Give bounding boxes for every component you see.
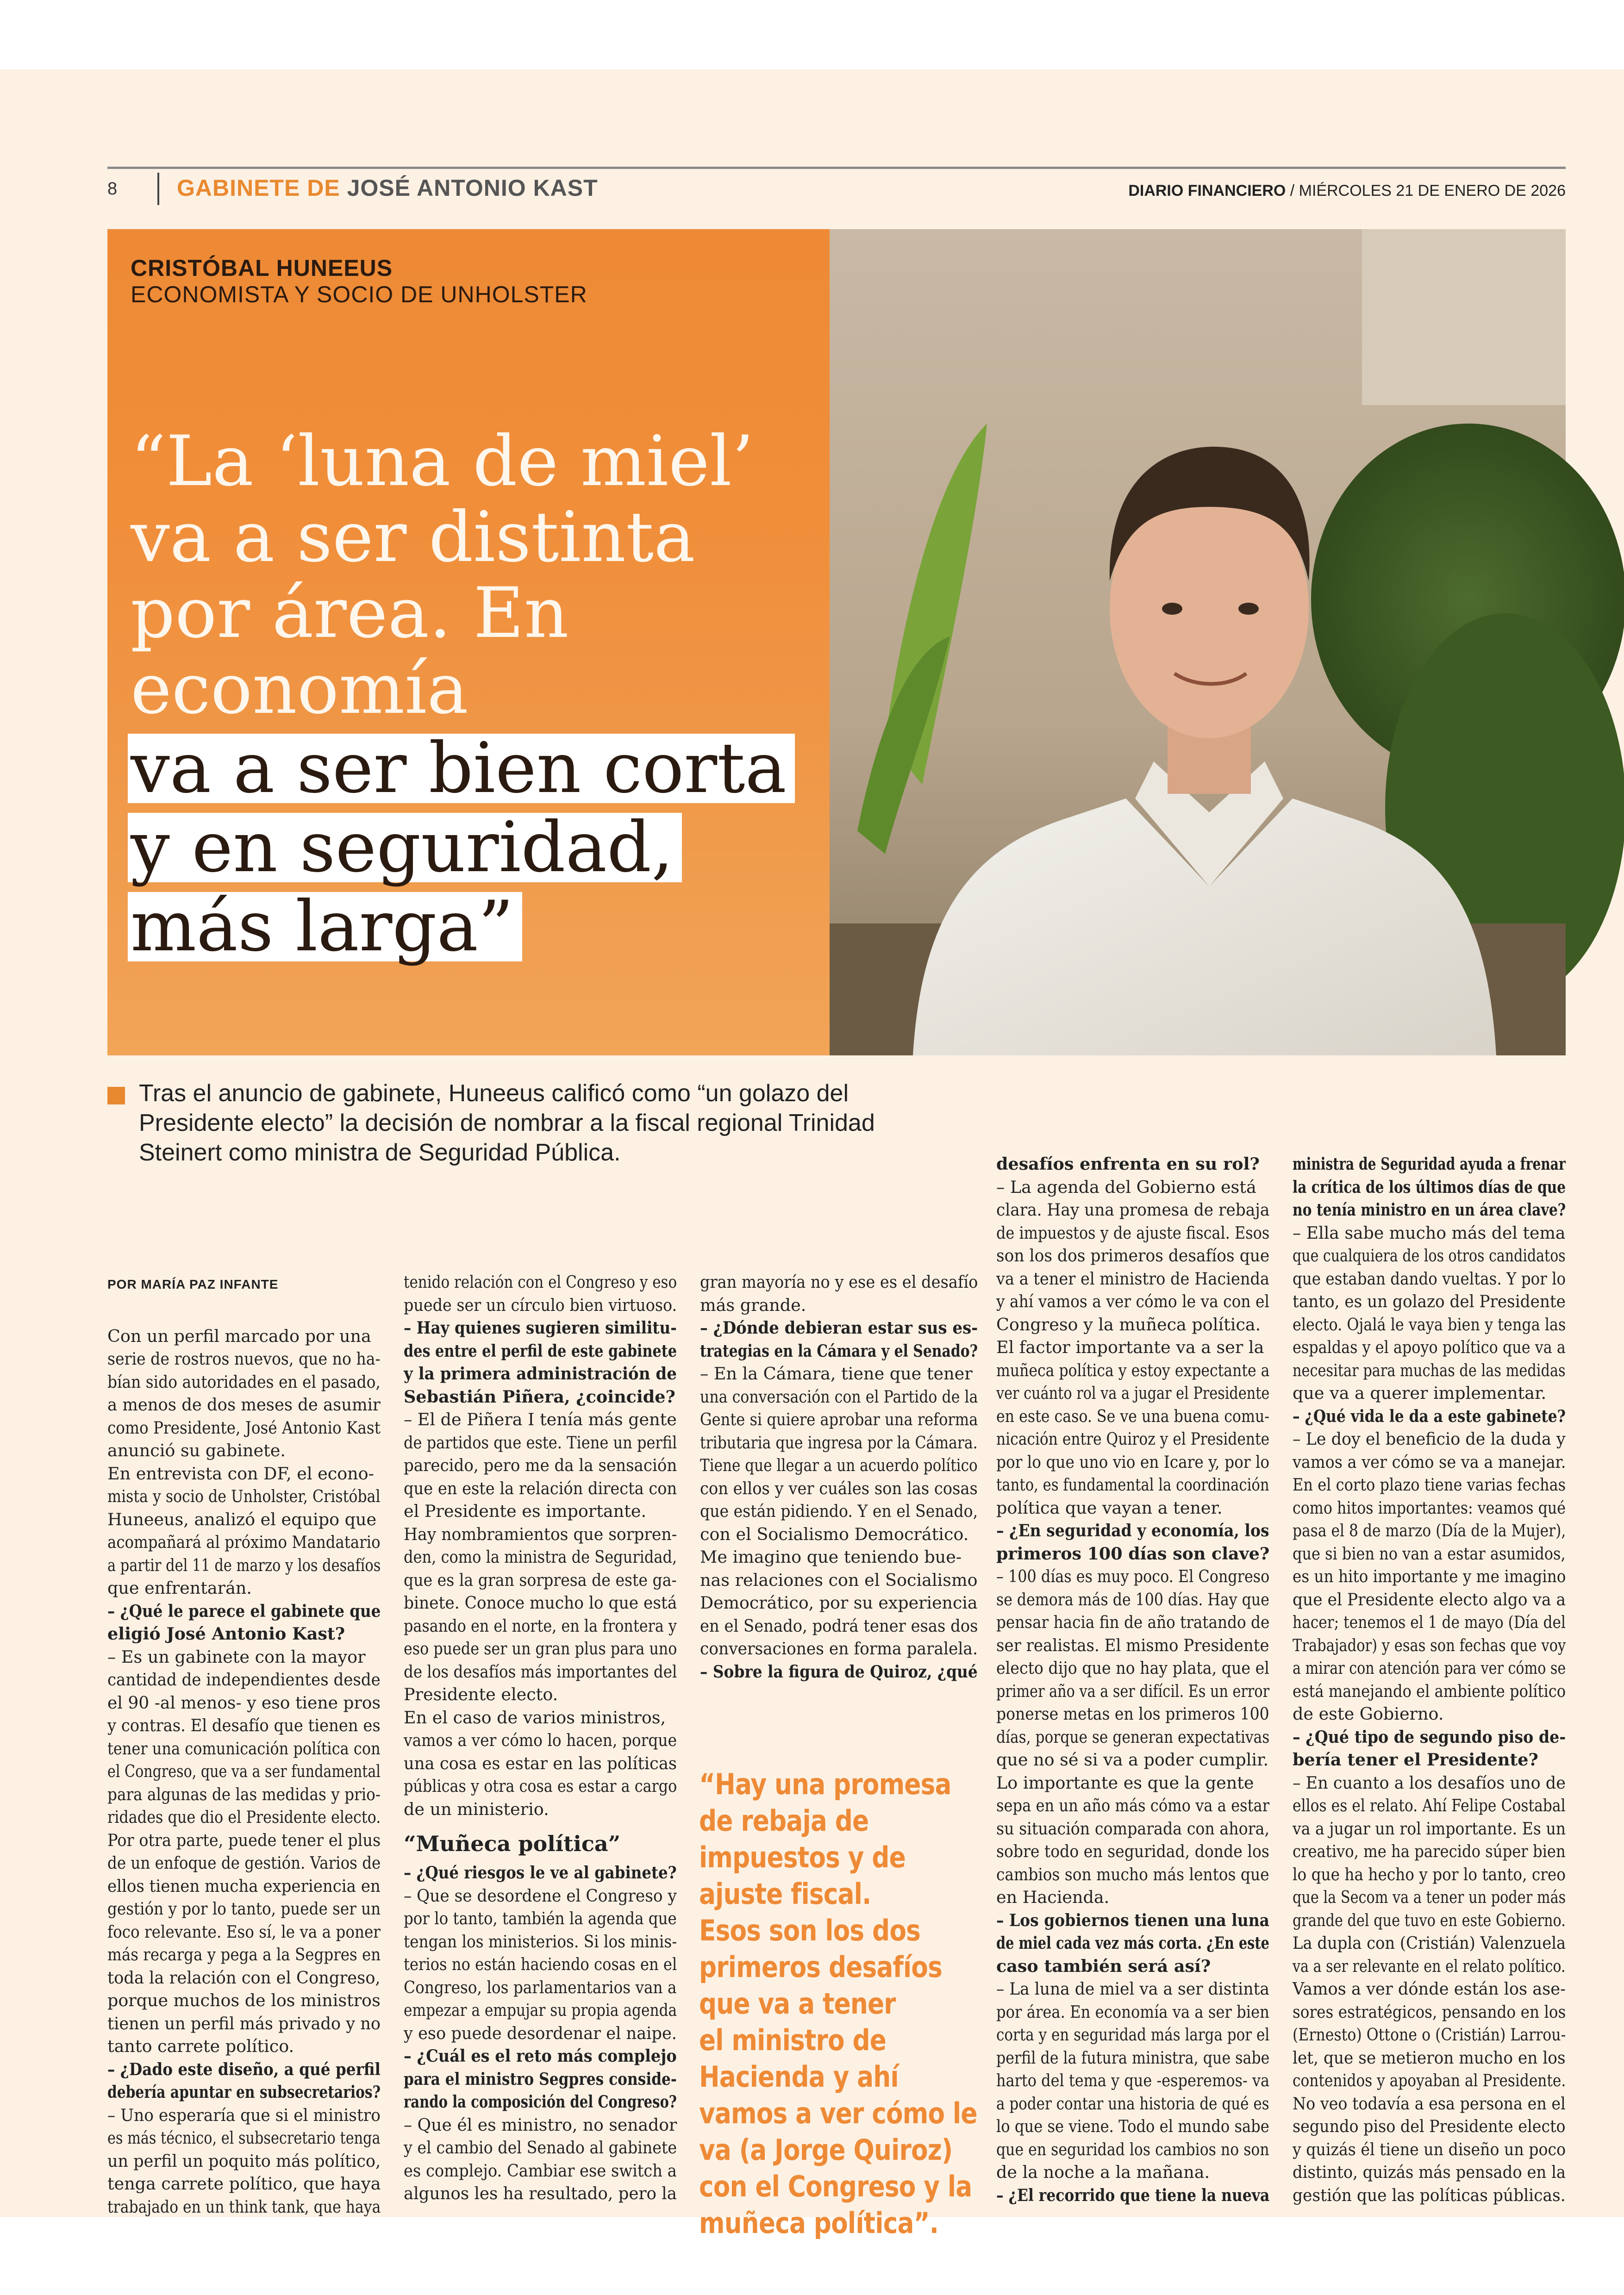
body-line: necesitar para muchas de las medidas [1293,1360,1566,1380]
article-column-5 [1293,1153,1566,2207]
body-line: grande del que tuvo en este Gobierno. [1293,1910,1566,1930]
body-line: eso puede ser un gran plus para uno [404,1639,677,1659]
body-line: un perfil un poquito más político, [107,2151,381,2171]
body-line: pasando en el norte, en la frontera y [404,1615,677,1636]
lede-line: Steinert como ministra de Seguridad Pública. [139,1139,621,1166]
body-line: Vamos a ver dónde están los ase- [1293,1979,1566,1999]
body-line: Por otra parte, puede tener el plus [107,1830,381,1850]
page-number: 8 [107,179,118,199]
question-line: – ¿En seguridad y economía, los [996,1521,1269,1540]
body-line: Congreso y la muñeca política. [996,1314,1261,1335]
body-line: electo dijo que no hay plata, que el [996,1658,1269,1678]
body-line: es complejo. Cambiar ese switch a [404,2160,677,2181]
pull-quote-line: Hacienda y ahí [699,2060,899,2094]
body-line: – Que él es ministro, no senador [404,2114,677,2135]
body-line: corta y en seguridad más larga por el [996,2025,1270,2045]
body-line: se demora más de 100 días. Hay que [996,1589,1269,1609]
body-line: serie de rostros nuevos, que no ha- [107,1349,381,1369]
body-line: que en este la relación directa con [404,1478,677,1498]
body-line: que el Presidente electo algo va a [1293,1589,1566,1609]
portrait-photo [830,229,1566,1055]
body-line: – Le doy el beneficio de la duda y [1293,1429,1566,1449]
body-line: y quizás él tiene un diseño un poco [1293,2139,1566,2159]
question-line: – Sobre la figura de Quiroz, ¿qué [700,1661,978,1682]
body-line: No veo todavía a esa persona en el [1293,2093,1566,2114]
portrait-illustration [830,229,1566,1055]
body-line: clara. Hay una promesa de rebaja [996,1200,1270,1220]
body-line: gestión que las políticas públicas. [1293,2185,1566,2205]
body-line: tenido relación con el Congreso y eso [404,1272,677,1292]
body-line: de este Gobierno. [1293,1704,1444,1724]
body-line: gran mayoría no y ese es el desafío [700,1272,978,1292]
body-line: electo. Ojalá le vaya bien y tenga las [1293,1314,1566,1335]
body-line: Gente si quiere aprobar una reforma [700,1409,978,1429]
hero-block [107,229,1566,1055]
body-line: que es la gran sorpresa de este ga- [404,1570,677,1590]
body-line: algunos les ha resultado, pero la [404,2183,677,2203]
question-line: de miel cada vez más corta. ¿En este [996,1933,1269,1953]
body-line: está manejando el ambiente político [1293,1681,1566,1701]
body-line: pasa el 8 de marzo (Día de la Mujer), [1293,1521,1566,1540]
body-line: por área. En economía va a ser bien [996,2002,1269,2022]
question-line: Sebastián Piñera, ¿coincide? [404,1386,675,1407]
headline-line: por área. En [131,573,569,654]
lede-line: Presidente electo” la decisión de nombrar a la fiscal regional Trinidad [139,1110,875,1136]
headline-line: “La ‘luna de miel’ [131,421,754,502]
body-line: que enfrentarán. [107,1578,252,1598]
body-line: Me imagino que teniendo bue- [700,1547,962,1567]
question-line: – ¿Qué tipo de segundo piso de- [1293,1727,1566,1747]
pull-quote-line: el ministro de [699,2023,887,2057]
body-line: que no sé si va a poder cumplir. [996,1750,1269,1770]
body-line: que va a querer implementar. [1293,1383,1547,1403]
body-line: lo que se viene. Todo el mundo sabe [996,2116,1269,2136]
body-line: sepa en un año más cómo va a estar [996,1796,1270,1815]
body-line: lo que ha hecho y por lo tanto, creo [1293,1864,1566,1884]
body-line: a mirar con atención para ver cómo se [1293,1658,1566,1678]
body-line: que están pidiendo. Y en el Senado, [700,1501,978,1521]
body-line: primer año va a ser difícil. Es un error [996,1681,1270,1701]
body-line: ridades que dio el Presidente electo. [107,1807,381,1827]
body-line: que estaban dando vueltas. Y por lo [1293,1268,1566,1289]
body-line: porque muchos de los ministros [107,1990,381,2010]
body-line: Con un perfil marcado por una [107,1326,371,1346]
question-line: y la primera administración de [404,1364,677,1384]
body-line: pensar hacia fin de año tratando de [996,1612,1270,1632]
author-byline: POR MARÍA PAZ INFANTE [107,1277,279,1291]
body-line: Congreso, los parlamentarios van a [404,1977,677,1997]
body-line: cambios son mucho más lentos que [996,1864,1269,1884]
body-line: – Que se desordene el Congreso y [404,1885,677,1906]
pull-quote-line: que va a tener [699,1987,896,2021]
body-line: para algunas de las medidas y prio- [107,1784,381,1804]
body-line: contenidos y apoyaban al Presidente. [1293,2070,1566,2090]
body-line: ellos es el relato. Ahí Felipe Costabal [1293,1796,1566,1815]
question-line: eligió José Antonio Kast? [107,1624,345,1644]
body-line: Democrático, por su experiencia [700,1593,978,1613]
pull-quote-line: impuestos y de [699,1840,906,1874]
body-line: como Presidente, José Antonio Kast [107,1417,381,1438]
body-line: – Ella sabe mucho más del tema [1293,1222,1566,1243]
folio-divider [157,173,159,205]
headline-highlight: más larga” [128,892,522,961]
body-line: En el corto plazo tiene varias fechas [1293,1475,1566,1495]
body-line: creativo, me ha parecido súper bien [1293,1841,1566,1861]
question-line: – Los gobiernos tienen una luna [996,1910,1270,1930]
body-line: toda la relación con el Congreso, [107,1967,381,1988]
body-line: perfil de la futura ministra, que sabe [996,2047,1270,2068]
body-line: trabajado en un think tank, que haya [107,2196,381,2217]
body-line: va a tener el ministro de Hacienda [996,1268,1270,1289]
body-line: son los dos primeros desafíos que [996,1246,1270,1266]
body-line: con el Socialismo Democrático. [700,1524,969,1544]
body-line: tenga carrete político, que haya [107,2174,381,2194]
body-line: por lo que uno vio en Icare y, por lo [996,1452,1270,1472]
body-line: den, como la ministra de Seguridad, [404,1547,677,1567]
pull-quote-line: con el Congreso y la [699,2170,972,2203]
masthead: DIARIO FINANCIERO / MIÉRCOLES 21 DE ENERO DE 2026 [1128,182,1566,200]
body-line: en Hacienda. [996,1887,1110,1907]
body-line: tengan los ministerios. Si los minis- [404,1931,677,1952]
body-line: (Ernesto) Ottone o (Cristián) Larrou- [1293,2025,1566,2045]
body-line: que en seguridad los cambios no son [996,2139,1269,2159]
body-line: En el caso de varios ministros, [404,1707,666,1727]
body-line: Lo importante es que la gente [996,1772,1254,1793]
pull-quote-line: primeros desafíos [699,1950,942,1984]
question-line: desafíos enfrenta en su rol? [996,1154,1260,1174]
lede-bullet-square [107,1087,125,1104]
body-line: – Uno esperaría que si el ministro [107,2105,381,2125]
question-line: – ¿Qué le parece el gabinete que [107,1601,381,1621]
body-line: gestión y por lo tanto, puede ser un [107,1899,381,1919]
body-line: foco relevante. Eso sí, le va a poner [107,1921,381,1942]
body-line: a menos de dos meses de asumir [107,1395,381,1415]
subheading: “Muñeca política” [404,1831,621,1856]
pull-quote-line: vamos a ver cómo le [699,2096,977,2130]
body-line: nas relaciones con el Socialismo [700,1570,978,1590]
body-line: es un hito importante y me imagino [1293,1566,1566,1586]
pull-quote-line: de rebaja de [699,1804,869,1838]
body-line: de la noche a la mañana. [996,2162,1210,2182]
article-column-4 [996,1153,1269,2207]
question-line: rando la composición del Congreso? [404,2092,677,2112]
body-line: y el cambio del Senado al gabinete [404,2138,677,2158]
body-line: por lo tanto, también la agenda que [404,1908,677,1928]
body-line: La dupla con (Cristián) Valenzuela [1293,1933,1566,1953]
lede-line: Tras el anuncio de gabinete, Huneeus calificó como “un golazo del [139,1080,849,1107]
body-line: segundo piso del Presidente electo [1293,2116,1566,2136]
pull-quote-line: “Hay una promesa [699,1767,951,1801]
body-line: va a ser relevante en el relato político. [1293,1956,1566,1976]
interviewee-name: CRISTÓBAL HUNEEUS [131,255,393,281]
body-line: de un enfoque de gestión. Varios de [107,1853,381,1873]
question-line: – ¿Dónde debieran estar sus es- [700,1318,978,1338]
body-line: tener una comunicación política con [107,1738,381,1759]
headline-highlight: y en seguridad, [128,813,682,882]
question-line: no tenía ministro en un área clave? [1293,1200,1566,1220]
body-line: sores estratégicos, pensando en los [1293,2002,1566,2022]
body-line: Presidente electo. [404,1684,558,1704]
body-line: – La luna de miel va a ser distinta [996,1979,1270,1999]
body-line: El factor importante va a ser la [996,1337,1264,1357]
body-line: más grande. [700,1295,806,1315]
body-line: – Es un gabinete con la mayor [107,1646,366,1667]
body-line: – En la Cámara, tiene que tener [700,1364,973,1384]
body-line: Tiene que llegar a un acuerdo político [700,1455,978,1475]
body-line: mista y socio de Unholster, Cristóbal [107,1486,381,1506]
section-title: GABINETE DE JOSÉ ANTONIO KAST [177,175,598,201]
body-line: y contras. El desafío que tienen es [107,1715,381,1735]
body-line: espaldas y el apoyo político que va a [1293,1337,1566,1357]
body-line: empezar a empujar su propia agenda [404,2000,677,2020]
headline-line: va a ser distinta [131,497,695,578]
pull-quote-line: ajuste fiscal. [699,1877,871,1911]
body-line: anunció su gabinete. [107,1441,286,1460]
body-line: de partidos que este. Tiene un perfil [404,1432,677,1453]
question-line: debería apuntar en subsecretarios? [107,2082,381,2102]
pull-quote-line: Esos son los dos [699,1914,920,1947]
body-line: ver cuánto rol va a jugar el Presidente [996,1383,1270,1403]
body-line: el Congreso, que va a ser fundamental [107,1761,381,1781]
question-line: – ¿Dado este diseño, a qué perfil [107,2059,381,2079]
body-line: tanto, es un golazo del Presidente [1293,1291,1566,1311]
question-line: primeros 100 días son clave? [996,1543,1270,1564]
body-line: más recarga y pega a la Segpres en [107,1945,381,1964]
body-line: días, porque se generan expectativas [996,1727,1270,1747]
article-column-2 [404,1271,677,2205]
question-line: la crítica de los últimos días de que [1293,1177,1566,1197]
body-line: y eso puede desordenar el naipe. [404,2023,677,2043]
body-line: ponerse metas en los primeros 100 [996,1704,1269,1724]
body-line: – La agenda del Gobierno está [996,1177,1256,1197]
body-line: ellos tienen mucha experiencia en [107,1876,381,1896]
body-line: Trabajador) y esas son fechas que voy [1293,1635,1566,1655]
body-line: de un ministerio. [404,1799,549,1819]
headline-quote [131,421,871,967]
question-line: caso también será así? [996,1956,1211,1976]
body-line: hacer; tenemos el 1 de mayo (Día del [1293,1612,1566,1632]
article-column-1 [107,1273,381,2218]
body-line: parecido, pero me da la sensación [404,1455,677,1475]
body-line: una cosa es estar en las políticas [404,1753,677,1773]
body-line: con ellos y ver cuáles son las cosas [700,1478,978,1498]
body-line: en el Senado, podrá tener esas dos [700,1615,978,1636]
question-line: – Hay quienes sugieren similitu- [404,1318,677,1338]
newspaper-page [0,69,1624,2240]
body-line: bían sido autoridades en el pasado, [107,1372,381,1392]
body-line: en este caso. Se ve una buena comu- [996,1406,1270,1426]
body-line: nicación entre Quiroz y el Presidente [996,1429,1270,1449]
body-line: binete. Conoce mucho lo que está [404,1593,677,1613]
headline-highlight: va a ser bien corta [128,734,795,803]
body-line: Hay nombramientos que sorpren- [404,1524,677,1544]
question-line: des entre el perfil de este gabinete [404,1341,677,1361]
body-line: va a jugar un rol importante. Es un [1293,1818,1566,1839]
body-line: cantidad de independientes desde [107,1670,381,1690]
body-line: conversaciones en forma paralela. [700,1639,978,1659]
article-column-3 [700,1271,978,1683]
body-line: – El de Piñera I tenía más gente [404,1409,677,1429]
question-line: – ¿Qué riesgos le ve al gabinete? [404,1863,677,1883]
question-line: bería tener el Presidente? [1293,1750,1538,1770]
question-line: – ¿El recorrido que tiene la nueva [996,2185,1270,2205]
body-line: En entrevista con DF, el econo- [107,1463,374,1484]
body-line: tanto carrete político. [107,2036,294,2056]
question-line: – ¿Cuál es el reto más complejo [404,2046,677,2066]
body-line: de los desafíos más importantes del [404,1661,677,1682]
question-line: para el ministro Segpres conside- [404,2069,677,2089]
body-line: terios no están haciendo cosas en el [404,1954,677,1974]
page-folio [107,167,1566,225]
lede-text [139,1079,954,1167]
body-line: vamos a ver cómo se va a manejar. [1293,1452,1566,1472]
body-line: let, que se metieron mucho en los [1293,2047,1566,2068]
body-line: tanto, es fundamental la coordinación [996,1475,1269,1495]
body-line: vamos a ver cómo lo hacen, porque [404,1730,677,1750]
body-line: tributaria que ingresa por la Cámara. [700,1432,978,1453]
question-line: trategias en la Cámara y el Senado? [700,1341,978,1361]
body-line: Huneeus, analizó el equipo que [107,1509,377,1529]
body-line: muñeca política y estoy expectante a [996,1360,1270,1380]
pull-quote [699,1766,977,2241]
body-line: ser realistas. El mismo Presidente [996,1635,1269,1655]
pull-quote-line: va (a Jorge Quiroz) [699,2133,953,2167]
body-line: que cualquiera de los otros candidatos [1293,1246,1566,1266]
body-line: de impuestos y de ajuste fiscal. Esos [996,1222,1270,1243]
pull-quote-line: muñeca política”. [699,2206,939,2240]
body-line: política que vayan a tener. [996,1497,1223,1518]
body-line: acompañará al próximo Mandatario [107,1532,381,1552]
body-line: es más técnico, el subsecretario tenga [107,2128,381,2148]
body-line: distinto, quizás más pensado en la [1293,2162,1566,2182]
question-line: – ¿Qué vida le da a este gabinete? [1293,1406,1566,1426]
body-line: el 90 -al menos- y eso tiene pros [107,1692,381,1713]
body-line: a poder contar una historia de qué es [996,2093,1269,2114]
headline-line: economía [131,649,468,730]
body-line: como hitos importantes: veamos qué [1293,1497,1566,1518]
body-line: que si bien no van a estar asumidos, [1293,1543,1566,1564]
body-line: su situación comparada con ahora, [996,1818,1270,1839]
body-line: y ahí vamos a ver cómo le va con el [996,1291,1269,1311]
body-line: puede ser un círculo bien virtuoso. [404,1295,677,1315]
body-line: el Presidente es importante. [404,1501,647,1521]
body-line: – En cuanto a los desafíos uno de [1293,1772,1566,1793]
body-line: una conversación con el Partido de la [700,1386,978,1407]
body-line: públicas y otra cosa es estar a cargo [404,1776,677,1796]
body-line: sobre todo en seguridad, donde los [996,1841,1269,1861]
body-line: que la Secom va a tener un poder más [1293,1887,1566,1907]
body-line: – 100 días es muy poco. El Congreso [996,1566,1270,1586]
body-line: tienen un perfil más privado y no [107,2013,381,2033]
body-line: a partir del 11 de marzo y los desafíos [107,1555,381,1575]
question-line: ministra de Seguridad ayuda a frenar [1293,1154,1566,1174]
interviewee-role: ECONOMISTA Y SOCIO DE UNHOLSTER [131,281,587,307]
body-line: harto del tema y que -esperemos- va [996,2070,1270,2090]
